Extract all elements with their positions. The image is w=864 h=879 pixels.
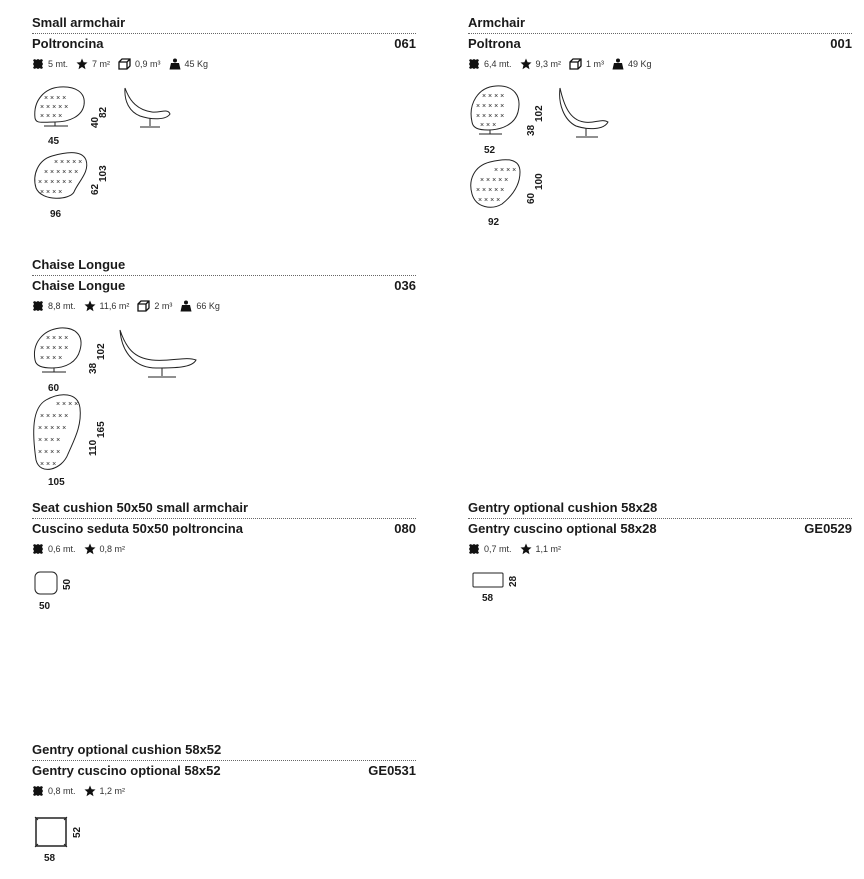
- product-code: GE0529: [804, 521, 852, 536]
- dim-top-h1: 40: [90, 116, 101, 128]
- product-code: 080: [394, 521, 416, 536]
- svg-text:× × × × × ×: × × × × × ×: [38, 179, 73, 186]
- weight-icon: [612, 58, 624, 70]
- product-code: 036: [394, 278, 416, 293]
- side-view-drawing: [560, 88, 608, 137]
- leather-hide-icon: [32, 785, 44, 797]
- dim-plan-h2: 103: [98, 165, 109, 182]
- weight-icon: [180, 300, 192, 312]
- svg-text:× × × × × ×: × × × × × ×: [44, 169, 79, 176]
- product-seat-cushion: [32, 500, 416, 556]
- svg-text:× × × × ×: × × × × ×: [40, 413, 69, 420]
- spec-weight: 66 Kg: [196, 301, 220, 311]
- top-view-drawing: [35, 87, 109, 147]
- svg-text:× × ×: × × ×: [480, 122, 497, 129]
- spec-leather: 0,6 mt.: [48, 544, 76, 554]
- divider: [32, 760, 416, 761]
- divider: [468, 33, 852, 34]
- fabric-star-icon: [84, 785, 96, 797]
- spec-weight: 45 Kg: [184, 59, 209, 69]
- cushion-drawing: [473, 573, 503, 587]
- svg-text:× × × × ×: × × × × ×: [40, 345, 69, 352]
- spec-fabric: 0,8 m²: [99, 544, 126, 554]
- dim-top-h2: 102: [96, 343, 107, 360]
- spec-leather: 0,7 mt.: [484, 544, 512, 554]
- svg-text:× × × × ×: × × × × ×: [476, 113, 505, 120]
- product-title-en: Seat cushion 50x50 small armchair: [32, 500, 249, 515]
- fabric-star-icon: [520, 58, 532, 70]
- top-view-drawing: [471, 86, 545, 156]
- product-gentry-58x52: [32, 742, 416, 798]
- spec-volume: 1 m³: [586, 59, 605, 69]
- fabric-star-icon: [84, 300, 96, 312]
- dim-plan-h2: 100: [534, 173, 545, 190]
- dim-width: 58: [44, 853, 56, 864]
- fabric-star-icon: [84, 543, 96, 555]
- spec-leather: 8,8 mt.: [48, 301, 76, 311]
- dim-plan-width: 105: [48, 477, 65, 488]
- svg-text:× × × × ×: × × × × ×: [476, 187, 505, 194]
- plan-view-drawing: [35, 153, 109, 220]
- product-code: GE0531: [368, 763, 416, 778]
- product-title-en: Small armchair: [32, 15, 126, 30]
- drawings-gentry-58x28: [468, 568, 532, 608]
- svg-text:× × × ×: × × × ×: [38, 437, 61, 444]
- product-title-it: Poltrona: [468, 36, 521, 51]
- drawings-chaise-longue: [30, 322, 210, 492]
- leather-hide-icon: [32, 543, 44, 555]
- svg-text:× × × ×: × × × ×: [46, 335, 69, 342]
- plan-view-drawing: [34, 395, 107, 488]
- spec-row: [32, 299, 416, 313]
- spec-leather: 6,4 mt.: [484, 59, 512, 69]
- product-title-it: Cuscino seduta 50x50 poltroncina: [32, 521, 243, 536]
- spec-row: [32, 57, 416, 71]
- product-code: 061: [394, 36, 416, 51]
- dim-height: 28: [508, 575, 519, 587]
- product-title-en: Gentry optional cushion 58x52: [32, 742, 222, 757]
- product-title-it: Gentry cuscino optional 58x28: [468, 521, 657, 536]
- spec-leather: 5 mt.: [48, 59, 69, 69]
- divider: [32, 33, 416, 34]
- side-view-drawing: [120, 330, 196, 377]
- spec-volume: 2 m³: [154, 301, 173, 311]
- spec-fabric: 1,1 m²: [535, 544, 562, 554]
- spec-row: [32, 784, 416, 798]
- svg-text:× × × ×: × × × ×: [494, 167, 517, 174]
- svg-text:× × ×: × × ×: [40, 461, 57, 468]
- svg-text:× × × ×: × × × ×: [482, 93, 505, 100]
- dim-plan-h1: 60: [526, 192, 537, 204]
- dim-plan-width: 96: [50, 209, 62, 220]
- weight-icon: [169, 58, 181, 70]
- dim-top-width: 60: [48, 383, 60, 394]
- spec-volume: 0,9 m³: [135, 59, 161, 69]
- svg-text:× × × ×: × × × ×: [38, 449, 61, 456]
- dim-width: 50: [39, 601, 51, 612]
- product-title-it: Poltroncina: [32, 36, 104, 51]
- leather-hide-icon: [32, 58, 44, 70]
- dim-width: 58: [482, 593, 494, 604]
- cushion-drawing: [35, 572, 57, 594]
- svg-text:× × × × ×: × × × × ×: [476, 103, 505, 110]
- drawings-gentry-58x52: [30, 812, 94, 868]
- dim-plan-h1: 110: [88, 439, 99, 456]
- divider: [32, 518, 416, 519]
- product-armchair: [468, 15, 852, 71]
- svg-text:× × × × ×: × × × × ×: [38, 425, 67, 432]
- svg-text:× × × × ×: × × × × ×: [480, 177, 509, 184]
- svg-text:× × × ×: × × × ×: [478, 197, 501, 204]
- spec-fabric: 11,6 m²: [99, 301, 130, 311]
- box-volume-icon: [569, 58, 582, 70]
- fabric-star-icon: [76, 58, 88, 70]
- svg-text:× × × × ×: × × × × ×: [54, 159, 83, 166]
- dim-top-width: 45: [48, 136, 60, 147]
- svg-text:× × × ×: × × × ×: [44, 95, 67, 102]
- product-code: 001: [830, 36, 852, 51]
- divider: [32, 275, 416, 276]
- product-title-it: Gentry cuscino optional 58x52: [32, 763, 221, 778]
- dim-top-width: 52: [484, 145, 496, 156]
- dim-top-h1: 38: [526, 124, 537, 136]
- box-volume-icon: [118, 58, 131, 70]
- drawings-seat-cushion: [30, 568, 90, 616]
- divider: [468, 518, 852, 519]
- box-volume-icon: [137, 300, 150, 312]
- dim-height: 52: [72, 826, 83, 838]
- dim-height: 50: [62, 578, 73, 590]
- spec-row: [468, 57, 852, 71]
- fabric-star-icon: [520, 543, 532, 555]
- spec-row: [468, 542, 852, 556]
- leather-hide-icon: [468, 543, 480, 555]
- dim-top-h2: 82: [98, 106, 109, 118]
- svg-text:× × × ×: × × × ×: [40, 189, 63, 196]
- leather-hide-icon: [468, 58, 480, 70]
- svg-text:× × × × ×: × × × × ×: [40, 104, 69, 111]
- cushion-drawing: [36, 818, 66, 846]
- plan-view-drawing: [471, 160, 545, 228]
- product-title-en: Armchair: [468, 15, 526, 30]
- dim-plan-width: 92: [488, 217, 500, 228]
- svg-text:× × × ×: × × × ×: [40, 113, 63, 120]
- drawings-small-armchair: [30, 80, 190, 225]
- dim-plan-h2: 165: [96, 421, 107, 438]
- product-small-armchair: [32, 15, 416, 71]
- drawings-armchair: [466, 82, 626, 232]
- spec-weight: 49 Kg: [628, 59, 652, 69]
- dim-top-h1: 38: [88, 362, 99, 374]
- dim-plan-h1: 62: [90, 183, 101, 195]
- product-chaise-longue: [32, 257, 416, 313]
- product-title-en: Gentry optional cushion 58x28: [468, 500, 658, 515]
- product-gentry-58x28: [468, 500, 852, 556]
- side-view-drawing: [125, 88, 170, 127]
- spec-leather: 0,8 mt.: [48, 786, 76, 796]
- product-title-en: Chaise Longue: [32, 257, 126, 272]
- product-title-it: Chaise Longue: [32, 278, 126, 293]
- svg-text:× × × ×: × × × ×: [56, 401, 79, 408]
- spec-fabric: 7 m²: [92, 59, 111, 69]
- dim-top-h2: 102: [534, 105, 545, 122]
- top-view-drawing: [34, 328, 107, 394]
- leather-hide-icon: [32, 300, 44, 312]
- svg-text:× × × ×: × × × ×: [40, 355, 63, 362]
- spec-fabric: 9,3 m²: [535, 59, 562, 69]
- spec-row: [32, 542, 416, 556]
- spec-fabric: 1,2 m²: [99, 786, 126, 796]
